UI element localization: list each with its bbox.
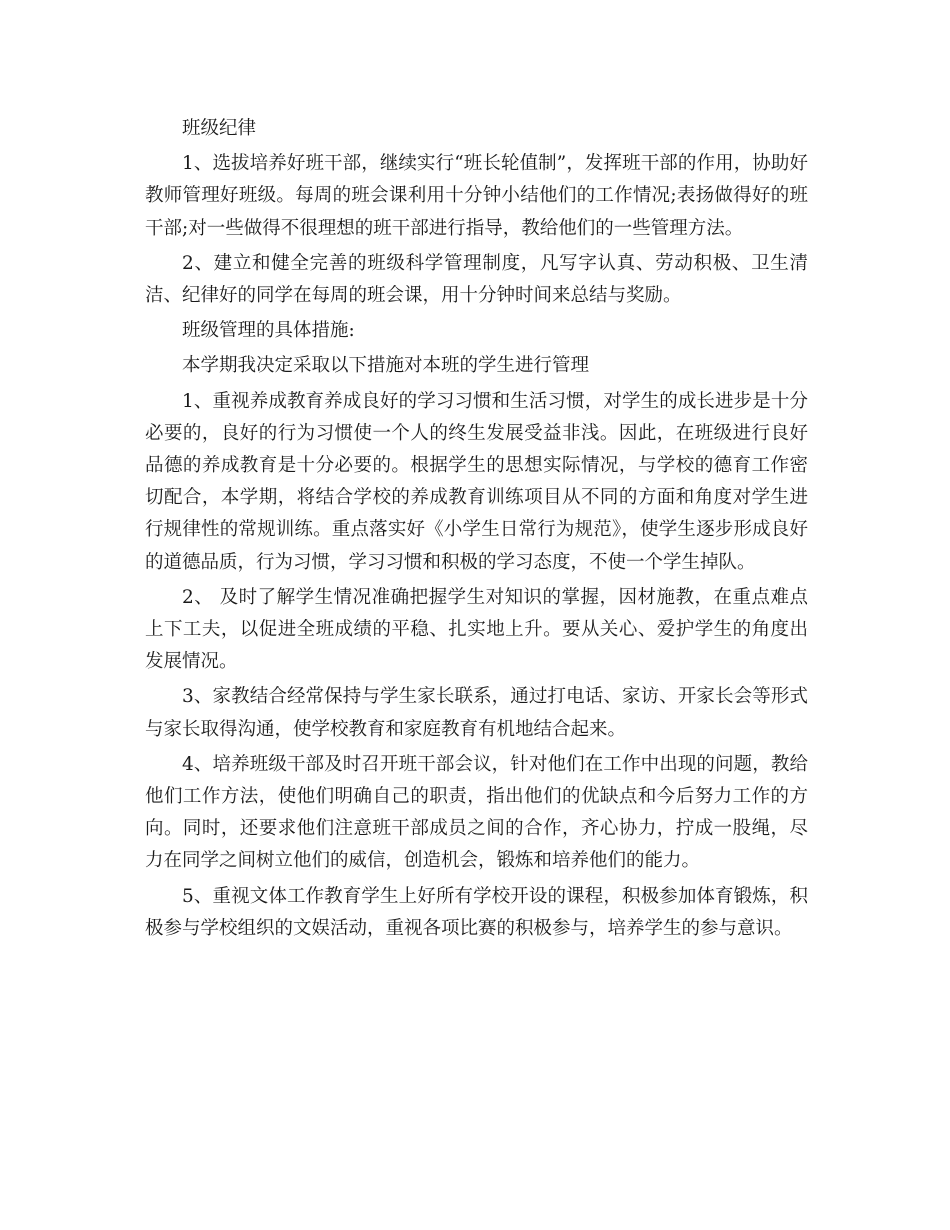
paragraph-discipline-1: 1、选拔培养好班干部，继续实行“班长轮值制”，发挥班干部的作用，协助好教师管理好班级。每周的班会课利用十分钟小结他们的工作情况;表扬做得好的班干部;对一些做得不很理想的班干部进行指导，教给他们的一些管理方法。	[145, 153, 808, 239]
paragraph-discipline-2: 2、建立和健全完善的班级科学管理制度，凡写字认真、劳动积极、卫生清洁、纪律好的同学在每周的班会课，用十分钟时间来总结与奖励。	[145, 252, 808, 307]
heading-class-discipline: 班级纪律	[182, 118, 257, 139]
paragraph-measure-1: 1、重视养成教育养成良好的学习习惯和生活习惯，对学生的成长进步是十分必要的，良好的行为习惯使一个人的终生发展受益非浅。因此，在班级进行良好品德的养成教育是十分必要的。根据学生的思想实际情况，与学校的德育工作密切配合，本学期，将结合学校的养成教育训练项目从不同的方面和角度对学生进行规律性的常规训练。重点落实好《小学生日常行为规范》，使学生逐步形成良好的道德品质，行为习惯，学习习惯和积极的学习态度，不使一个学生掉队。	[145, 390, 808, 573]
document-body	[145, 113, 808, 948]
paragraph-intro: 本学期我决定采取以下措施对本班的学生进行管理	[182, 355, 590, 377]
paragraph-measure-5: 5、重视文体工作教育学生上好所有学校开设的课程，积极参加体育锻炼，积极参与学校组织的文娱活动，重视各项比赛的积极参与，培养学生的参与意识。	[145, 885, 808, 939]
paragraph-measure-3: 3、家教结合经常保持与学生家长联系，通过打电话、家访、开家长会等形式与家长取得沟通，使学校教育和家庭教育有机地结合起来。	[145, 686, 808, 740]
paragraph-measure-4: 4、培养班级干部及时召开班干部会议，针对他们在工作中出现的问题，教给他们工作方法，使他们明确自己的职责，指出他们的优缺点和今后努力工作的方向。同时，还要求他们注意班干部成员之间的合作，齐心协力，拧成一股绳，尽力在同学之间树立他们的威信，创造机会，锻炼和培养他们的能力。	[145, 753, 808, 872]
heading-management-measures: 班级管理的具体措施:	[182, 320, 355, 342]
paragraph-measure-2: 2、 及时了解学生情况准确把握学生对知识的掌握，因材施教，在重点难点上下工夫，以促进全班成绩的平稳、扎实地上升。要从关心、爱护学生的角度出发展情况。	[145, 586, 808, 673]
